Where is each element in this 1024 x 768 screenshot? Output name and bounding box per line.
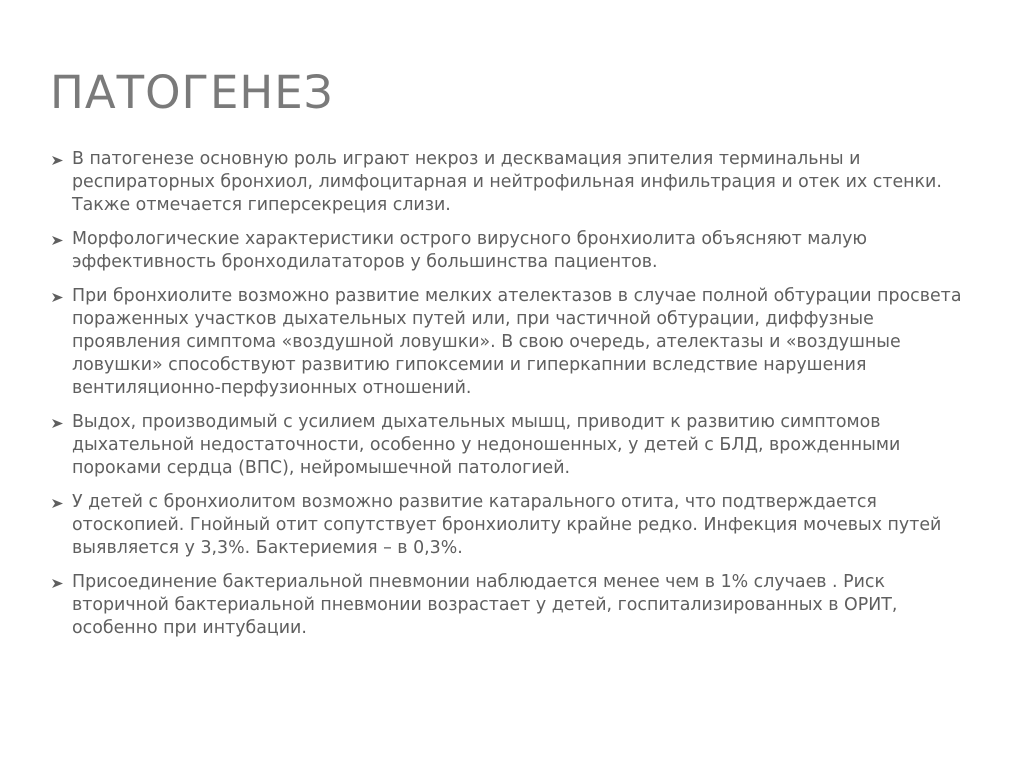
bullet-item xyxy=(50,491,980,560)
arrowhead-bullet-icon xyxy=(50,228,66,251)
arrowhead-bullet-icon xyxy=(50,491,66,514)
bullet-item xyxy=(50,285,980,400)
bullet-item xyxy=(50,148,980,217)
arrowhead-bullet-icon xyxy=(50,148,66,171)
bullet-text: У детей с бронхиолитом возможно развитие катарального отита, что подтверждается отоскопией. Гнойный отит сопутствует бронхиолиту крайне редко. Инфекция мочевых путей выявляется у 3,3%. Бактериемия – в 0,3%. xyxy=(72,492,942,558)
bullet-item xyxy=(50,228,980,274)
bullet-text: Морфологические характеристики острого вирусного бронхиолита объясняют малую эффективность бронходилататоров у большинства пациентов. xyxy=(72,229,868,272)
arrowhead-bullet-icon xyxy=(50,411,66,434)
arrowhead-bullet-icon xyxy=(50,571,66,594)
bullet-list xyxy=(50,148,980,651)
arrowhead-bullet-icon xyxy=(50,285,66,308)
bullet-item xyxy=(50,571,980,640)
bullet-text: Присоединение бактериальной пневмонии наблюдается менее чем в 1% случаев . Риск вторичной бактериальной пневмонии возрастает у детей, госпитализированных в ОРИТ, особенно при интубации. xyxy=(72,572,898,638)
slide-title: ПАТОГЕНЕЗ xyxy=(50,66,334,119)
bullet-text: В патогенезе основную роль играют некроз и десквамация эпителия терминальны и респираторных бронхиол, лимфоцитарная и нейтрофильная инфильтрация и отек их стенки. Также отмечается гиперсекреция слизи. xyxy=(72,149,942,215)
bullet-item xyxy=(50,411,980,480)
bullet-text: При бронхиолите возможно развитие мелких ателектазов в случае полной обтурации просвета пораженных участков дыхательных путей или, при частичной обтурации, диффузные проявления симптома «воздушной ловушки». В свою очередь, ателектазы и «воздушные ловушки» способствуют развитию гипоксемии и гиперкапнии вследствие нарушения вентиляционно-перфузионных отношений. xyxy=(72,286,962,398)
bullet-text: Выдох, производимый с усилием дыхательных мышц, приводит к развитию симптомов дыхательной недостаточности, особенно у недоношенных, у детей с БЛД, врожденными пороками сердца (ВПС), нейромышечной патологией. xyxy=(72,412,901,478)
